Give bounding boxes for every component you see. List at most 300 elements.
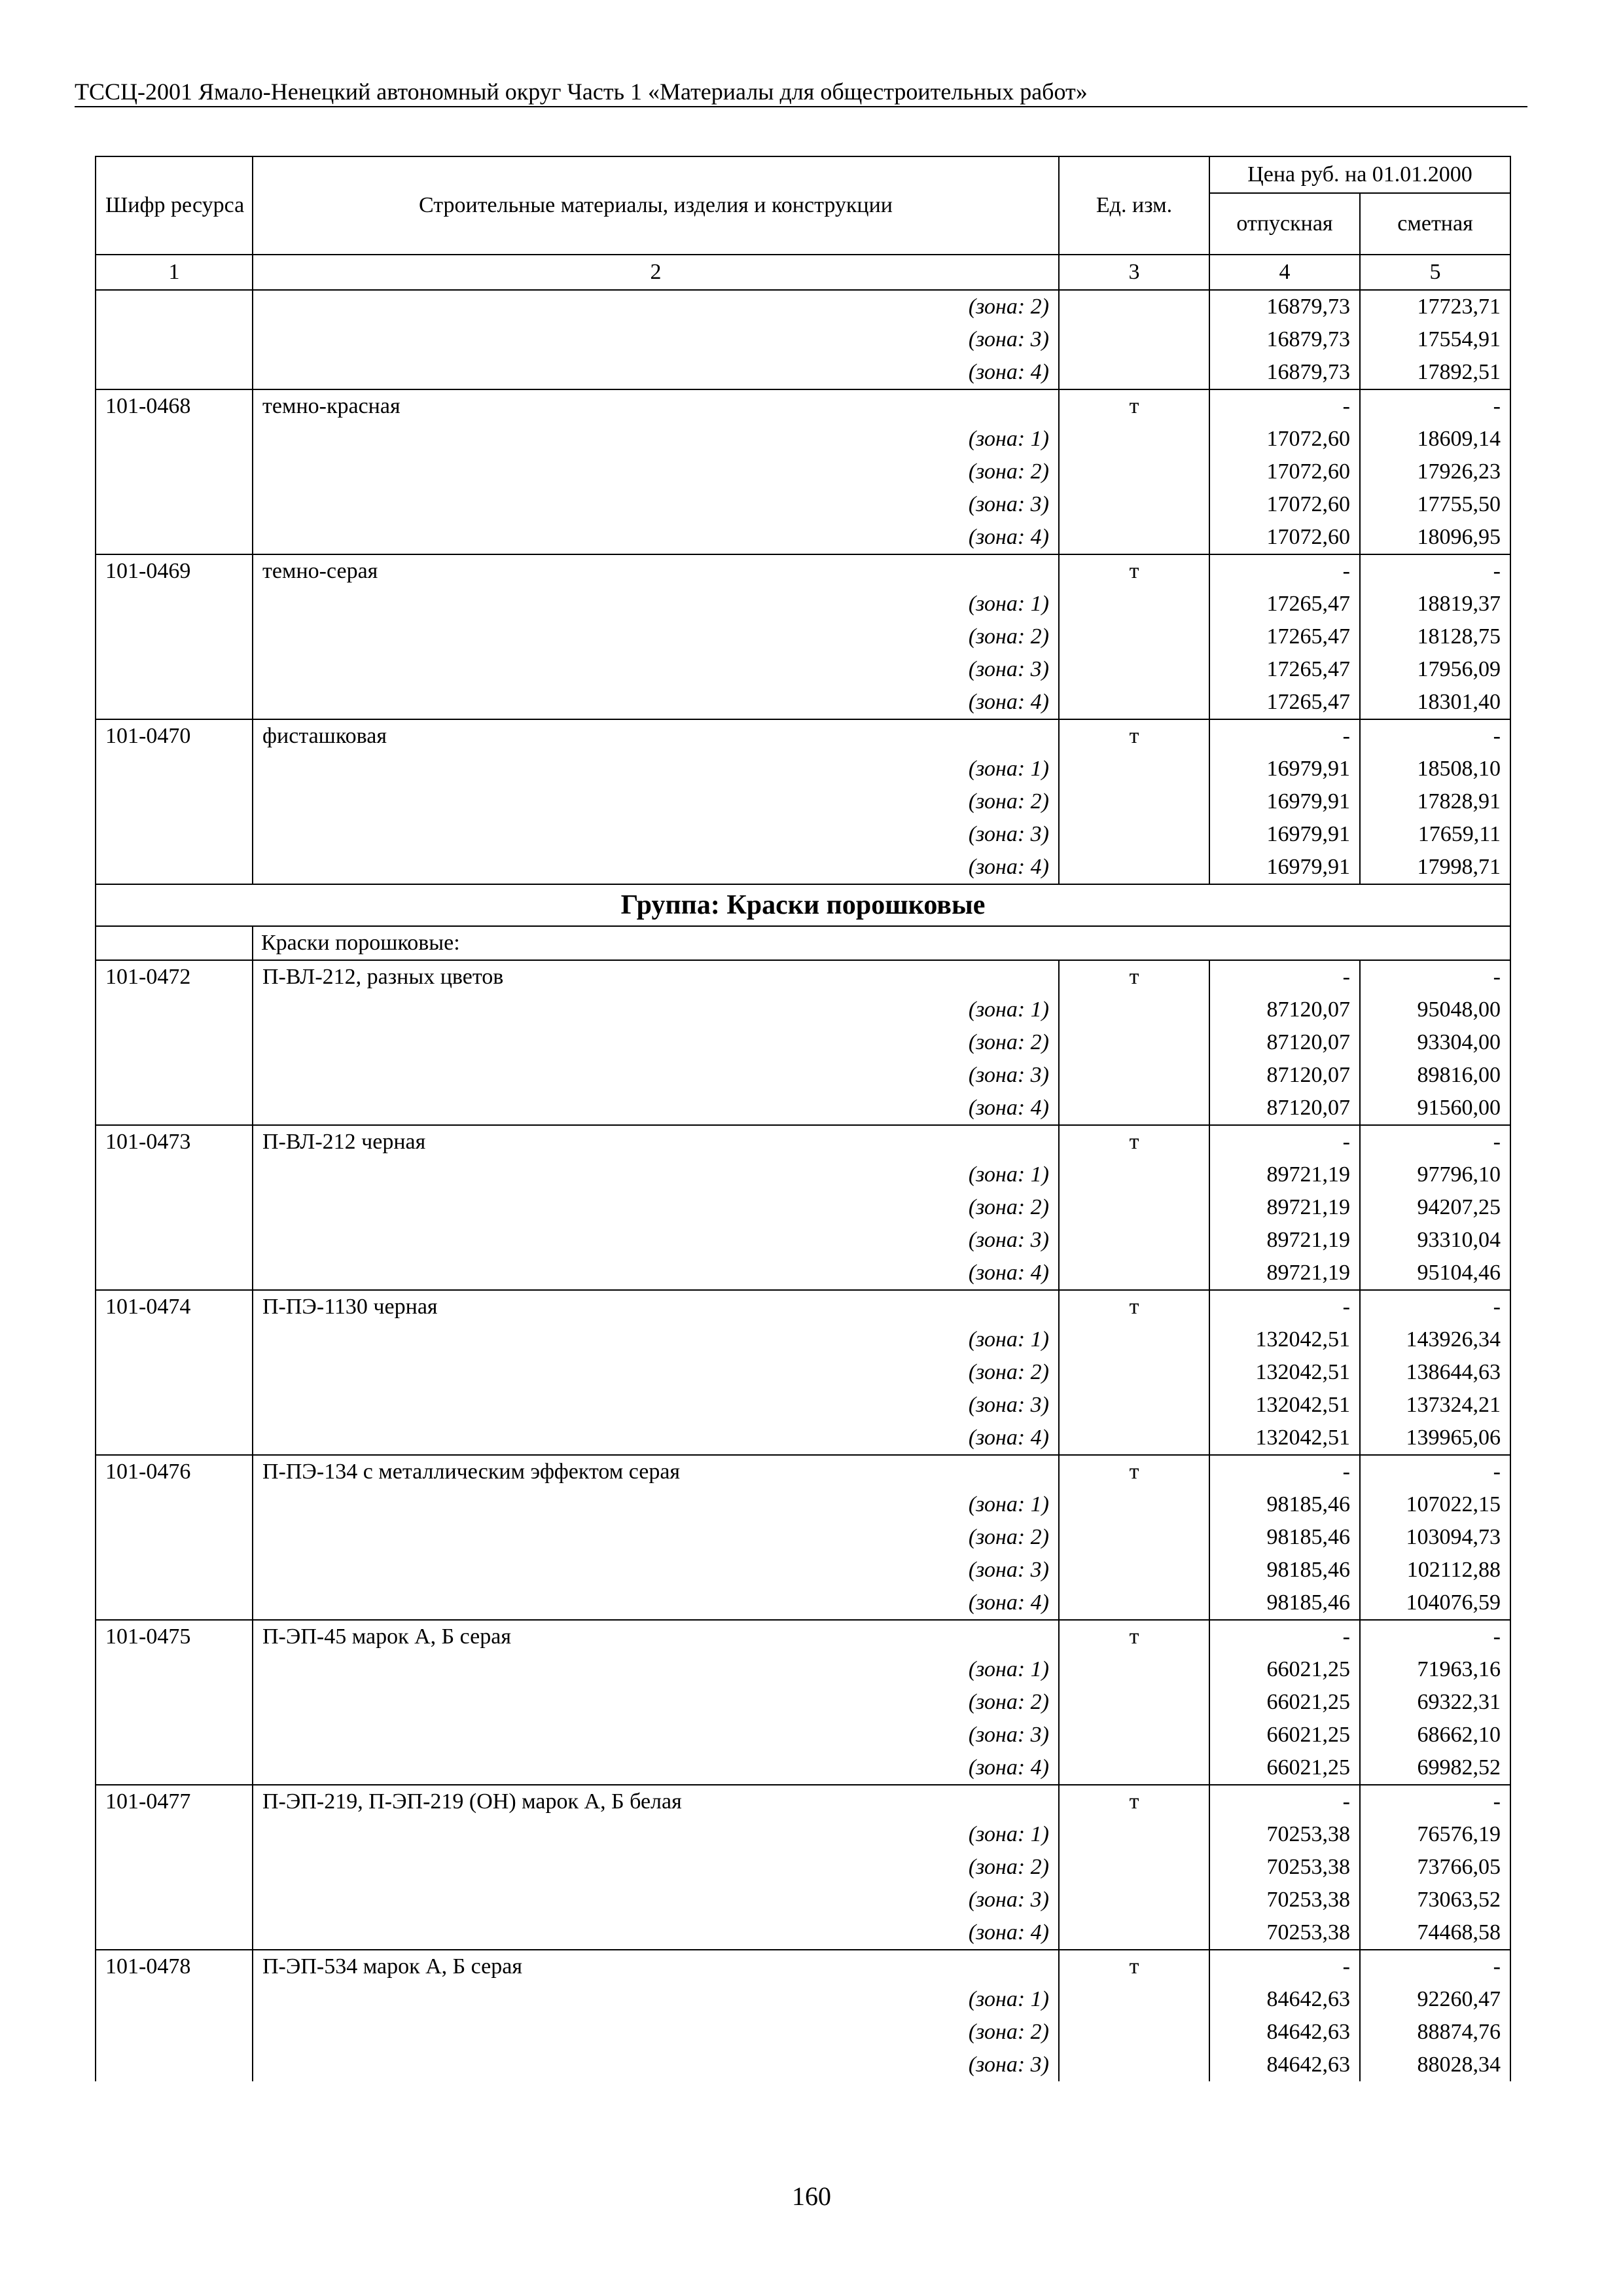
estimate-price: 17755,50 <box>1360 488 1510 521</box>
zone-label: (зона: 3) <box>253 488 1059 521</box>
estimate-price: 74468,58 <box>1360 1916 1510 1950</box>
resource-name: П-ВЛ-212 черная <box>253 1125 1059 1158</box>
estimate-price: 71963,16 <box>1360 1653 1510 1686</box>
zone-row <box>96 1554 1510 1587</box>
code-cell <box>96 2049 253 2081</box>
unit-cell <box>1059 1653 1209 1686</box>
release-price: 66021,25 <box>1209 1751 1360 1785</box>
header-code-label: Шифр ресурса <box>105 193 245 217</box>
estimate-price: 68662,10 <box>1360 1719 1510 1751</box>
release-price: 84642,63 <box>1209 1983 1360 2016</box>
code-cell <box>96 818 253 851</box>
zone-row <box>96 2049 1510 2081</box>
code-cell <box>96 1916 253 1950</box>
estimate-price: 93310,04 <box>1360 1224 1510 1257</box>
release-price: 16879,73 <box>1209 356 1360 389</box>
estimate-price: 18301,40 <box>1360 686 1510 719</box>
estimate-price: 95104,46 <box>1360 1257 1510 1290</box>
unit-cell <box>1059 1983 1209 2016</box>
table-body-part-a <box>96 389 1510 884</box>
code-cell <box>96 1257 253 1290</box>
unit-cell <box>1059 1719 1209 1751</box>
estimate-price: 97796,10 <box>1360 1158 1510 1191</box>
unit-cell <box>1059 1356 1209 1389</box>
zone-label: (зона: 1) <box>253 423 1059 456</box>
code-cell <box>96 2016 253 2049</box>
unit-cell <box>1059 1686 1209 1719</box>
zone-row <box>96 1422 1510 1455</box>
release-price: 98185,46 <box>1209 1488 1360 1521</box>
release-price: 17072,60 <box>1209 456 1360 488</box>
release-price: 70253,38 <box>1209 1916 1360 1950</box>
code-cell <box>96 1488 253 1521</box>
release-price: 98185,46 <box>1209 1521 1360 1554</box>
page-number: 160 <box>792 2181 831 2211</box>
estimate-price: - <box>1360 1455 1510 1488</box>
release-price: - <box>1209 1950 1360 1983</box>
unit-cell <box>1059 1851 1209 1884</box>
unit-cell: т <box>1059 1620 1209 1653</box>
release-price: 84642,63 <box>1209 2049 1360 2081</box>
code-cell <box>96 1191 253 1224</box>
unit-cell <box>1059 290 1209 323</box>
column-number: 4 <box>1209 255 1360 290</box>
zone-label: (зона: 2) <box>253 1356 1059 1389</box>
zone-label: (зона: 1) <box>253 753 1059 785</box>
code-cell <box>96 753 253 785</box>
zone-row <box>96 1257 1510 1290</box>
code-cell <box>96 1059 253 1092</box>
release-price: 16979,91 <box>1209 818 1360 851</box>
release-price: 84642,63 <box>1209 2016 1360 2049</box>
resource-code: 101-0468 <box>96 389 253 423</box>
column-number: 3 <box>1059 255 1209 290</box>
zone-label: (зона: 3) <box>253 1554 1059 1587</box>
zone-label: (зона: 3) <box>253 1884 1059 1916</box>
unit-cell <box>1059 1026 1209 1059</box>
table-body-part-b <box>96 960 1510 2081</box>
unit-cell <box>1059 488 1209 521</box>
zone-label: (зона: 1) <box>253 1653 1059 1686</box>
estimate-price: 17998,71 <box>1360 851 1510 884</box>
zone-row <box>96 1356 1510 1389</box>
estimate-price: 18819,37 <box>1360 588 1510 620</box>
zone-label: (зона: 2) <box>253 456 1059 488</box>
code-cell <box>96 521 253 554</box>
unit-cell <box>1059 785 1209 818</box>
release-price: 87120,07 <box>1209 1059 1360 1092</box>
estimate-price: 93304,00 <box>1360 1026 1510 1059</box>
estimate-price: 138644,63 <box>1360 1356 1510 1389</box>
release-price: 89721,19 <box>1209 1257 1360 1290</box>
release-price: 17265,47 <box>1209 588 1360 620</box>
zone-row <box>96 1719 1510 1751</box>
zone-row <box>96 1224 1510 1257</box>
release-price: - <box>1209 1125 1360 1158</box>
column-number: 2 <box>253 255 1059 290</box>
subgroup-row <box>96 926 1510 960</box>
release-price: - <box>1209 1620 1360 1653</box>
estimate-price: - <box>1360 960 1510 994</box>
zone-row <box>96 2016 1510 2049</box>
zone-row <box>96 1488 1510 1521</box>
unit-cell <box>1059 323 1209 356</box>
resource-code: 101-0474 <box>96 1290 253 1323</box>
unit-cell <box>1059 356 1209 389</box>
release-price: 17265,47 <box>1209 686 1360 719</box>
release-price: 89721,19 <box>1209 1191 1360 1224</box>
release-price: 16979,91 <box>1209 851 1360 884</box>
resource-row <box>96 1785 1510 1818</box>
estimate-price: 92260,47 <box>1360 1983 1510 2016</box>
resource-name: П-ЭП-219, П-ЭП-219 (ОН) марок А, Б белая <box>253 1785 1059 1818</box>
estimate-price: - <box>1360 719 1510 753</box>
estimate-price: 91560,00 <box>1360 1092 1510 1125</box>
zone-row <box>96 1323 1510 1356</box>
estimate-price: 17828,91 <box>1360 785 1510 818</box>
code-cell <box>96 1751 253 1785</box>
code-cell <box>96 1026 253 1059</box>
zone-row <box>96 290 1510 323</box>
zone-label: (зона: 3) <box>253 2049 1059 2081</box>
group-row <box>96 884 1510 926</box>
unit-cell <box>1059 1422 1209 1455</box>
unit-cell: т <box>1059 554 1209 588</box>
code-cell <box>96 1719 253 1751</box>
estimate-price: 18508,10 <box>1360 753 1510 785</box>
zone-row <box>96 1884 1510 1916</box>
release-price: 132042,51 <box>1209 1389 1360 1422</box>
release-price: 16879,73 <box>1209 290 1360 323</box>
code-cell <box>96 323 253 356</box>
zone-label: (зона: 4) <box>253 1257 1059 1290</box>
estimate-price: 88874,76 <box>1360 2016 1510 2049</box>
release-price: 16879,73 <box>1209 323 1360 356</box>
resource-code: 101-0475 <box>96 1620 253 1653</box>
estimate-price: - <box>1360 1125 1510 1158</box>
zone-row <box>96 1521 1510 1554</box>
estimate-price: 88028,34 <box>1360 2049 1510 2081</box>
estimate-price: 69322,31 <box>1360 1686 1510 1719</box>
estimate-price: 89816,00 <box>1360 1059 1510 1092</box>
zone-label: (зона: 2) <box>253 785 1059 818</box>
resource-name: П-ПЭ-134 с металлическим эффектом серая <box>253 1455 1059 1488</box>
header-code <box>96 156 253 255</box>
release-price: 66021,25 <box>1209 1686 1360 1719</box>
zone-row <box>96 456 1510 488</box>
code-cell <box>96 1587 253 1620</box>
unit-cell <box>1059 620 1209 653</box>
release-price: 70253,38 <box>1209 1818 1360 1851</box>
zone-label: (зона: 1) <box>253 1818 1059 1851</box>
code-cell <box>96 290 253 323</box>
release-price: 16979,91 <box>1209 785 1360 818</box>
column-number: 1 <box>96 255 253 290</box>
zone-row <box>96 1686 1510 1719</box>
zone-label: (зона: 3) <box>253 653 1059 686</box>
zone-label: (зона: 4) <box>253 1092 1059 1125</box>
subgroup-code-cell <box>96 926 253 960</box>
resource-name: темно-серая <box>253 554 1059 588</box>
release-price: 132042,51 <box>1209 1356 1360 1389</box>
release-price: 17072,60 <box>1209 488 1360 521</box>
resource-name: П-ВЛ-212, разных цветов <box>253 960 1059 994</box>
unit-cell: т <box>1059 1290 1209 1323</box>
code-cell <box>96 1521 253 1554</box>
unit-cell <box>1059 851 1209 884</box>
resource-name: П-ПЭ-1130 черная <box>253 1290 1059 1323</box>
release-price: 98185,46 <box>1209 1587 1360 1620</box>
release-price: - <box>1209 1290 1360 1323</box>
zone-label: (зона: 4) <box>253 356 1059 389</box>
table-header <box>96 156 1510 290</box>
unit-cell <box>1059 1587 1209 1620</box>
estimate-price: 102112,88 <box>1360 1554 1510 1587</box>
code-cell <box>96 1686 253 1719</box>
unit-cell: т <box>1059 960 1209 994</box>
unit-cell <box>1059 521 1209 554</box>
code-cell <box>96 1851 253 1884</box>
estimate-price: - <box>1360 554 1510 588</box>
unit-cell <box>1059 818 1209 851</box>
estimate-price: 73766,05 <box>1360 1851 1510 1884</box>
zone-row <box>96 1092 1510 1125</box>
resource-name: П-ЭП-534 марок А, Б серая <box>253 1950 1059 1983</box>
unit-cell: т <box>1059 1950 1209 1983</box>
unit-cell <box>1059 686 1209 719</box>
estimate-price: - <box>1360 1620 1510 1653</box>
code-cell <box>96 1818 253 1851</box>
unit-cell <box>1059 2049 1209 2081</box>
estimate-price: - <box>1360 1950 1510 1983</box>
code-cell <box>96 1554 253 1587</box>
zone-row <box>96 753 1510 785</box>
resource-row <box>96 960 1510 994</box>
unit-cell: т <box>1059 389 1209 423</box>
release-price: - <box>1209 719 1360 753</box>
code-cell <box>96 1323 253 1356</box>
zone-row <box>96 620 1510 653</box>
zone-row <box>96 356 1510 389</box>
resource-code: 101-0472 <box>96 960 253 994</box>
zone-row <box>96 785 1510 818</box>
resource-row <box>96 719 1510 753</box>
zone-label: (зона: 1) <box>253 588 1059 620</box>
zone-label: (зона: 2) <box>253 1851 1059 1884</box>
column-numbers-row <box>96 255 1510 290</box>
resource-row <box>96 1290 1510 1323</box>
unit-cell <box>1059 1059 1209 1092</box>
release-price: 17265,47 <box>1209 620 1360 653</box>
estimate-price: - <box>1360 1290 1510 1323</box>
estimate-price: 94207,25 <box>1360 1191 1510 1224</box>
code-cell <box>96 994 253 1026</box>
zone-row <box>96 686 1510 719</box>
unit-cell <box>1059 653 1209 686</box>
release-price: 17265,47 <box>1209 653 1360 686</box>
code-cell <box>96 1884 253 1916</box>
zone-label: (зона: 1) <box>253 1488 1059 1521</box>
release-price: - <box>1209 1455 1360 1488</box>
zone-label: (зона: 4) <box>253 1751 1059 1785</box>
unit-cell <box>1059 1191 1209 1224</box>
release-price: 89721,19 <box>1209 1158 1360 1191</box>
zone-row <box>96 1851 1510 1884</box>
unit-cell <box>1059 456 1209 488</box>
estimate-price: 95048,00 <box>1360 994 1510 1026</box>
zone-label: (зона: 2) <box>253 620 1059 653</box>
zone-row <box>96 994 1510 1026</box>
unit-cell <box>1059 1092 1209 1125</box>
zone-label: (зона: 4) <box>253 1422 1059 1455</box>
code-cell <box>96 1422 253 1455</box>
estimate-price: 73063,52 <box>1360 1884 1510 1916</box>
column-number: 5 <box>1360 255 1510 290</box>
release-price: 132042,51 <box>1209 1422 1360 1455</box>
zone-row <box>96 1026 1510 1059</box>
resource-row <box>96 1620 1510 1653</box>
estimate-price: - <box>1360 1785 1510 1818</box>
group-section <box>96 884 1510 960</box>
unit-cell: т <box>1059 1455 1209 1488</box>
unit-cell <box>1059 1521 1209 1554</box>
zone-label: (зона: 2) <box>253 1191 1059 1224</box>
unit-cell <box>1059 2016 1209 2049</box>
estimate-price: 107022,15 <box>1360 1488 1510 1521</box>
zone-label: (зона: 2) <box>253 1026 1059 1059</box>
zone-label: (зона: 2) <box>253 1686 1059 1719</box>
estimate-price: 18128,75 <box>1360 620 1510 653</box>
unit-cell: т <box>1059 1125 1209 1158</box>
code-cell <box>96 653 253 686</box>
unit-cell: т <box>1059 719 1209 753</box>
zone-label: (зона: 4) <box>253 686 1059 719</box>
code-cell <box>96 456 253 488</box>
header-estimate: сметная <box>1360 193 1510 255</box>
zone-label: (зона: 1) <box>253 1323 1059 1356</box>
zone-label: (зона: 4) <box>253 1587 1059 1620</box>
code-cell <box>96 356 253 389</box>
zone-row <box>96 818 1510 851</box>
unit-cell <box>1059 1488 1209 1521</box>
zone-label: (зона: 3) <box>253 323 1059 356</box>
code-cell <box>96 785 253 818</box>
unit-cell <box>1059 1158 1209 1191</box>
unit-cell <box>1059 994 1209 1026</box>
unit-cell <box>1059 1916 1209 1950</box>
estimate-price: 17956,09 <box>1360 653 1510 686</box>
code-cell <box>96 1158 253 1191</box>
resource-code: 101-0477 <box>96 1785 253 1818</box>
resource-row <box>96 1950 1510 1983</box>
resource-name: П-ЭП-45 марок А, Б серая <box>253 1620 1059 1653</box>
zone-row <box>96 1389 1510 1422</box>
resource-row <box>96 1455 1510 1488</box>
unit-cell <box>1059 1224 1209 1257</box>
release-price: 66021,25 <box>1209 1719 1360 1751</box>
resource-code: 101-0470 <box>96 719 253 753</box>
release-price: 17072,60 <box>1209 423 1360 456</box>
unit-cell <box>1059 753 1209 785</box>
release-price: - <box>1209 554 1360 588</box>
zone-row <box>96 1158 1510 1191</box>
code-cell <box>96 1983 253 2016</box>
code-cell <box>96 588 253 620</box>
table-body-continued <box>96 290 1510 389</box>
release-price: - <box>1209 1785 1360 1818</box>
code-cell <box>96 1653 253 1686</box>
code-cell <box>96 1389 253 1422</box>
release-price: 16979,91 <box>1209 753 1360 785</box>
zone-label: (зона: 1) <box>253 994 1059 1026</box>
zone-row <box>96 488 1510 521</box>
release-price: 132042,51 <box>1209 1323 1360 1356</box>
zone-row <box>96 851 1510 884</box>
code-cell <box>96 1356 253 1389</box>
zone-label: (зона: 3) <box>253 1224 1059 1257</box>
release-price: 87120,07 <box>1209 994 1360 1026</box>
zone-row <box>96 521 1510 554</box>
estimate-price: 17892,51 <box>1360 356 1510 389</box>
code-cell <box>96 1092 253 1125</box>
estimate-price: 139965,06 <box>1360 1422 1510 1455</box>
unit-cell <box>1059 1257 1209 1290</box>
zone-row <box>96 653 1510 686</box>
code-cell <box>96 423 253 456</box>
code-cell <box>96 851 253 884</box>
unit-cell <box>1059 1751 1209 1785</box>
zone-row <box>96 1751 1510 1785</box>
release-price: - <box>1209 960 1360 994</box>
unit-cell <box>1059 423 1209 456</box>
code-cell <box>96 620 253 653</box>
zone-label: (зона: 4) <box>253 851 1059 884</box>
unit-cell <box>1059 1389 1209 1422</box>
zone-label: (зона: 3) <box>253 1719 1059 1751</box>
running-head: ТССЦ-2001 Ямало-Ненецкий автономный округ Часть 1 «Материалы для общестроительных работ» <box>75 79 1088 105</box>
zone-label: (зона: 3) <box>253 818 1059 851</box>
header-unit: Ед. изм. <box>1059 156 1209 255</box>
estimate-price: 137324,21 <box>1360 1389 1510 1422</box>
unit-cell <box>1059 1818 1209 1851</box>
group-title: Группа: Краски порошковые <box>96 884 1510 926</box>
zone-label: (зона: 4) <box>253 521 1059 554</box>
release-price: 70253,38 <box>1209 1884 1360 1916</box>
release-price: 89721,19 <box>1209 1224 1360 1257</box>
estimate-price: 69982,52 <box>1360 1751 1510 1785</box>
zone-label: (зона: 3) <box>253 1389 1059 1422</box>
estimate-price: 76576,19 <box>1360 1818 1510 1851</box>
release-price: - <box>1209 389 1360 423</box>
zone-label: (зона: 4) <box>253 1916 1059 1950</box>
header-price: Цена руб. на 01.01.2000 <box>1209 156 1510 193</box>
code-cell <box>96 686 253 719</box>
zone-label: (зона: 1) <box>253 1158 1059 1191</box>
price-table <box>95 156 1511 2081</box>
resource-code: 101-0478 <box>96 1950 253 1983</box>
resource-row <box>96 554 1510 588</box>
zone-label: (зона: 1) <box>253 1983 1059 2016</box>
zone-label: (зона: 2) <box>253 2016 1059 2049</box>
release-price: 17072,60 <box>1209 521 1360 554</box>
zone-label: (зона: 2) <box>253 290 1059 323</box>
code-cell <box>96 488 253 521</box>
estimate-price: 18609,14 <box>1360 423 1510 456</box>
zone-row <box>96 1587 1510 1620</box>
header-release: отпускная <box>1209 193 1360 255</box>
zone-row <box>96 1818 1510 1851</box>
zone-row <box>96 1916 1510 1950</box>
